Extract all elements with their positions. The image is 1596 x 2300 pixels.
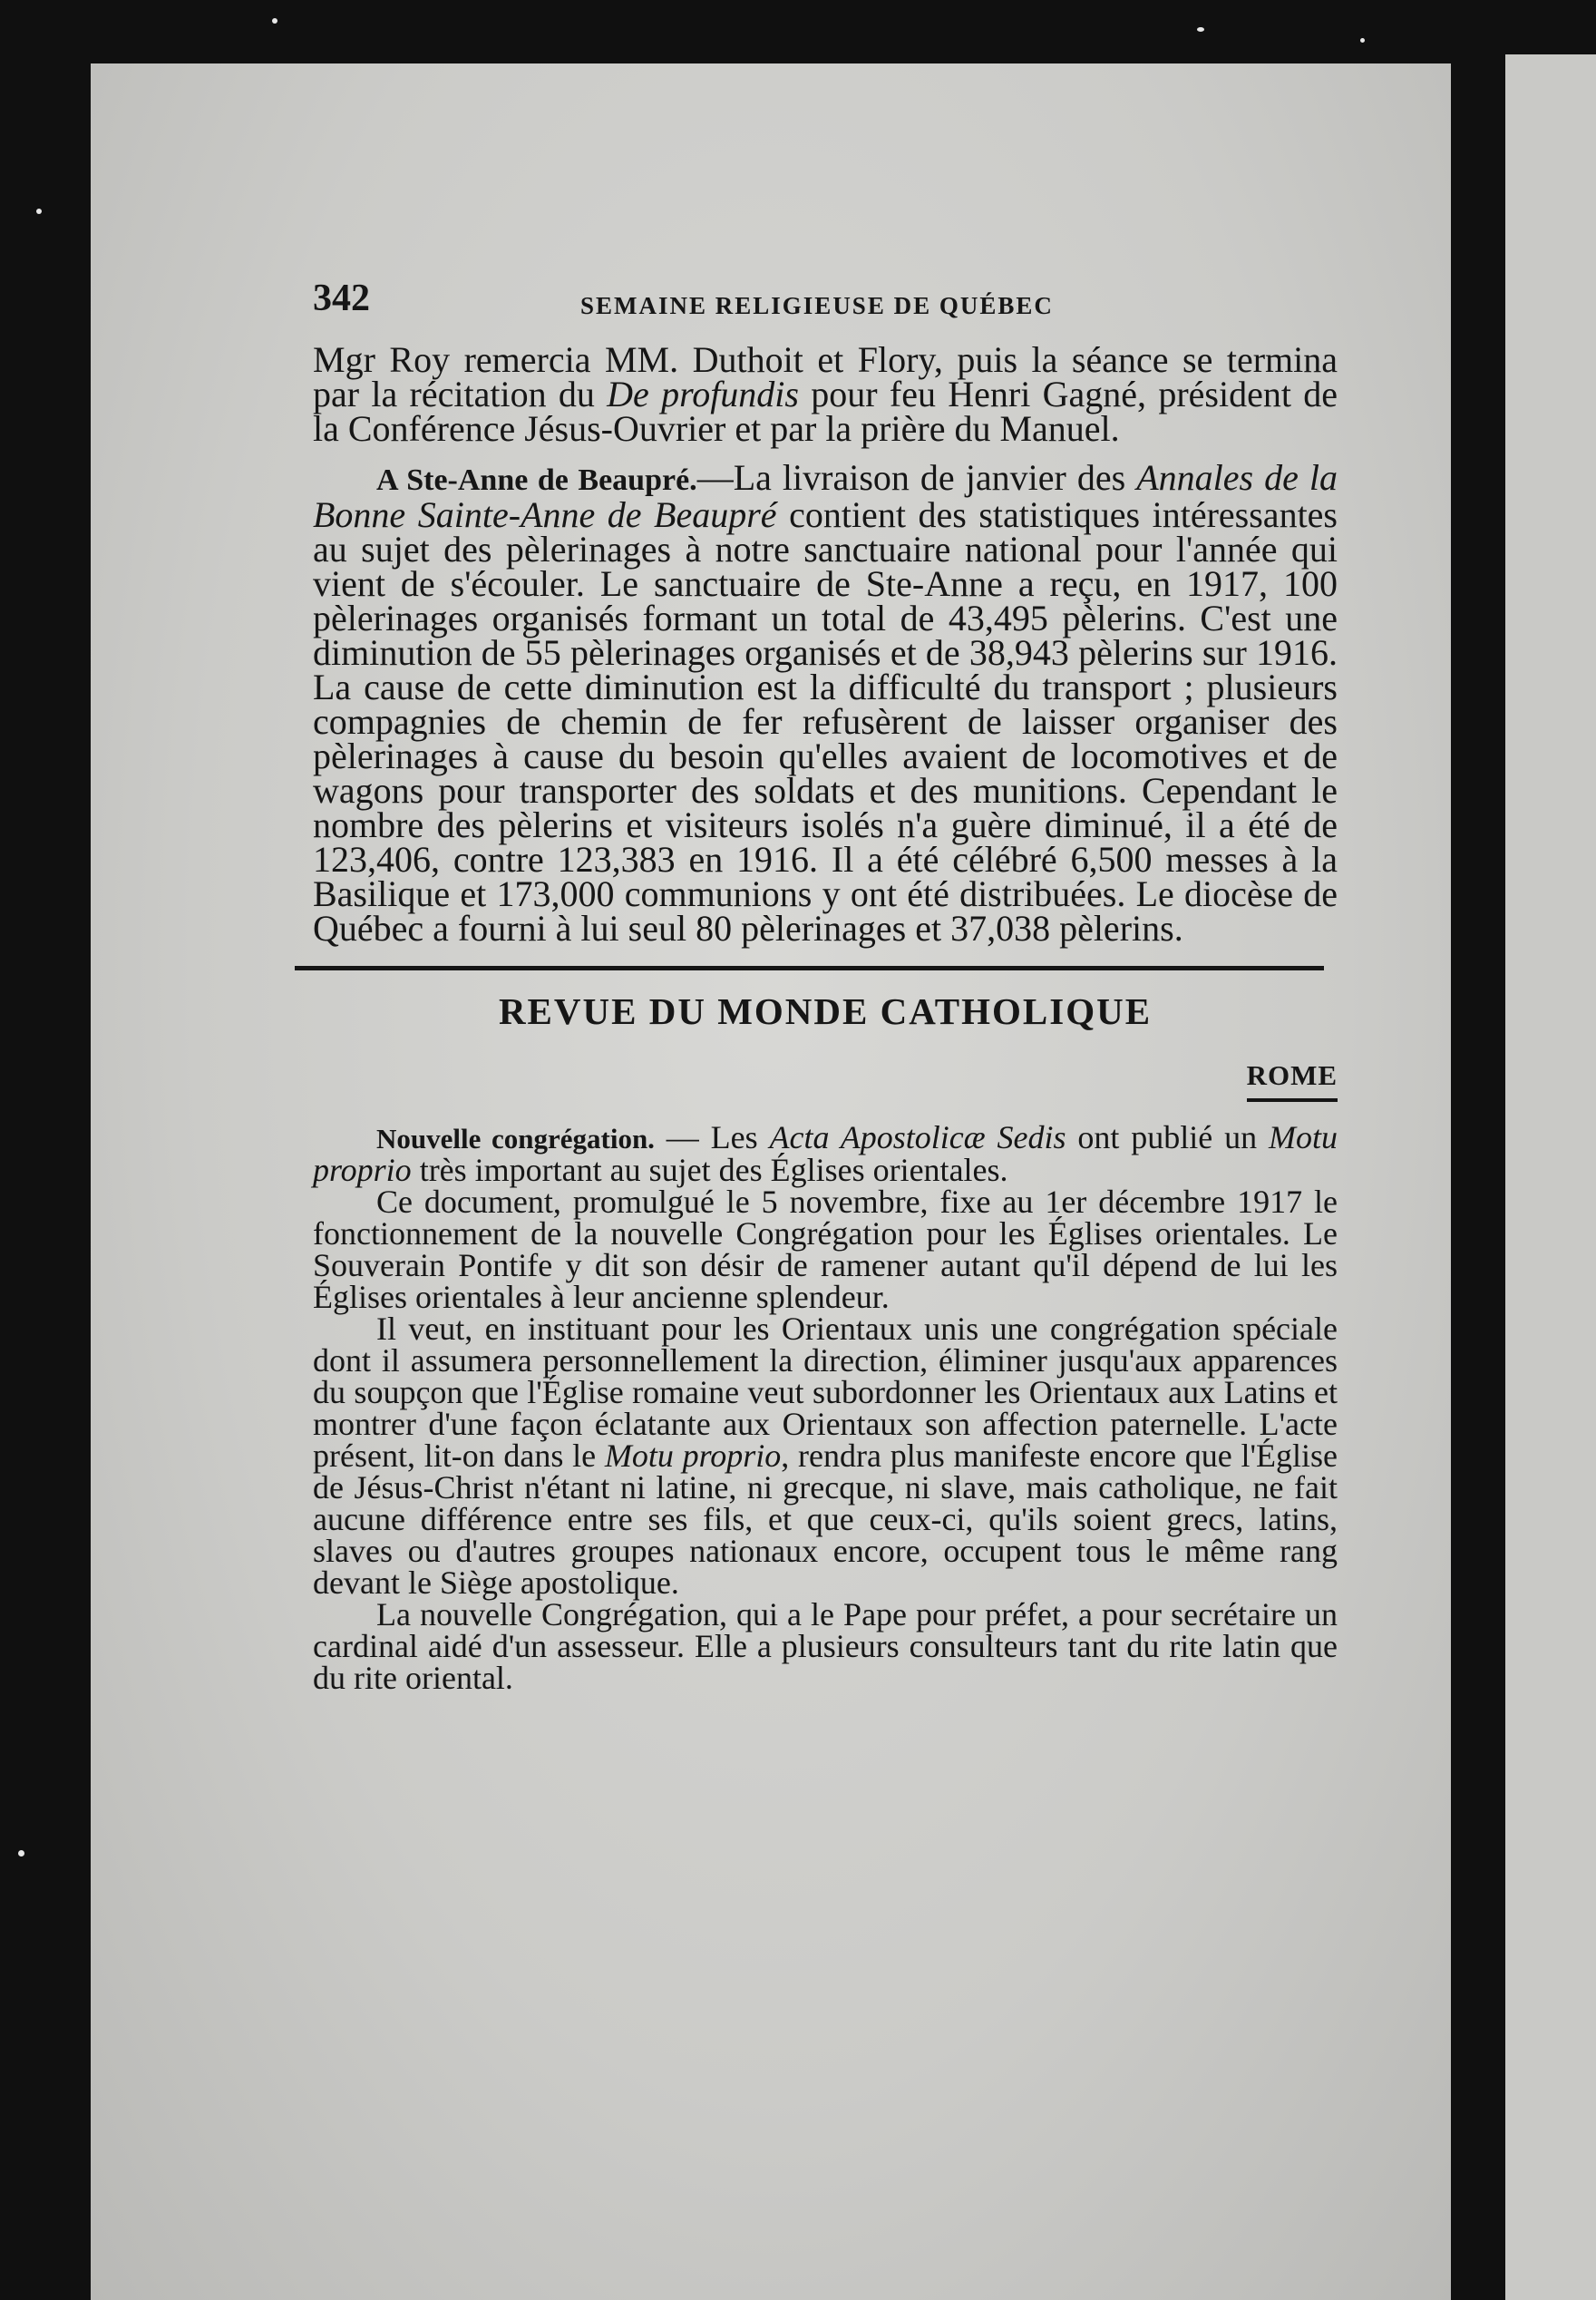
congregation-paragraph: Nouvelle congrégation. — Les Acta Apostolicæ Sedis ont publié un Motu proprio très important au sujet des Églises orientales.	[313, 1119, 1338, 1188]
ste-anne-heading: A Ste-Anne de Beaupré.	[376, 463, 697, 497]
section-rule	[295, 966, 1324, 970]
intro-paragraph: Mgr Roy remercia MM. Duthoit et Flory, puis la séance se termina par la récitation du De profundis pour feu Henri Gagné, président de la Conférence Jésus-Ouvrier et par la prière du Manuel.	[313, 339, 1338, 449]
film-speck	[272, 18, 277, 24]
film-speck	[18, 1850, 24, 1857]
film-speck	[36, 209, 42, 214]
orientaux-paragraph: Il veut, en instituant pour les Orientaux unis une congrégation spéciale dont il assumera personnellement la direction, éliminer jusqu'aux apparences du soupçon que l'Église romaine veut subordonner les Orientaux aux Latins et montrer d'une façon éclatante aux Orientaux son affection paternelle. L'acte présent, lit-on dans le Motu proprio, rendra plus manifeste encore que l'Église de Jésus-Christ n'étant ni latine, ni grecque, ni slave, mais catholique, ne fait aucune différence entre ses fils, et que ceux-ci, qu'ils soient grecs, latins, slaves ou d'autres groupes nationaux encore, occupent tous le même rang devant le Siège apostolique.	[313, 1311, 1338, 1601]
nouvelle-congregation-paragraph: La nouvelle Congrégation, qui a le Pape pour préfet, a pour secrétaire un cardinal aidé d'un assesseur. Elle a plusieurs consulteurs tant du rite latin que du rite oriental.	[313, 1596, 1338, 1696]
page-content	[313, 278, 1338, 1696]
running-head	[313, 278, 1338, 336]
section-title: REVUE DU MONDE CATHOLIQUE	[498, 990, 1153, 1032]
congregation-heading: Nouvelle congrégation.	[376, 1123, 655, 1155]
running-title: SEMAINE RELIGIEUSE DE QUÉBEC	[580, 292, 1054, 319]
section-subhead: ROME	[1247, 1058, 1338, 1102]
adjacent-page-edge	[1505, 54, 1596, 2300]
page-number: 342	[313, 278, 370, 319]
rome-section	[313, 1119, 1338, 1696]
subhead-wrap	[313, 1056, 1338, 1102]
ste-anne-paragraph: A Ste-Anne de Beaupré.—La livraison de janvier des Annales de la Bonne Sainte-Anne de Beaupré contient des statistiques intéressantes au sujet des pèlerinages à notre sanctuaire national pour l'année qui vient de s'écouler. Le sanctuaire de Ste-Anne a reçu, en 1917, 100 pèlerinages organisés formant un total de 43,495 pèlerins. C'est une diminution de 55 pèlerinages organisés et de 38,943 pèlerins sur 1916. La cause de cette diminution est la difficulté du transport ; plusieurs compagnies de chemin de fer refusèrent de laisser organiser des pèlerinages à cause du besoin qu'elles avaient de locomotives et de wagons pour transporter des soldats et des munitions. Cependant le nombre des pèlerins et visiteurs isolés n'a guère diminué, il a été de 123,406, contre 123,383 en 1916. Il a été célébré 6,500 messes à la Basilique et 173,000 communions y ont été distribuées. Le diocèse de Québec a fourni à lui seul 80 pèlerinages et 37,038 pèlerins.	[313, 457, 1338, 949]
document-paragraph: Ce document, promulgué le 5 novembre, fixe au 1er décembre 1917 le fonctionnement de la nouvelle Congrégation pour les Églises orientales. Le Souverain Pontife y dit son désir de ramener autant qu'il dépend de lui les Églises orientales à leur ancienne splendeur.	[313, 1184, 1338, 1315]
film-speck	[1360, 38, 1365, 43]
film-speck	[1197, 27, 1204, 32]
